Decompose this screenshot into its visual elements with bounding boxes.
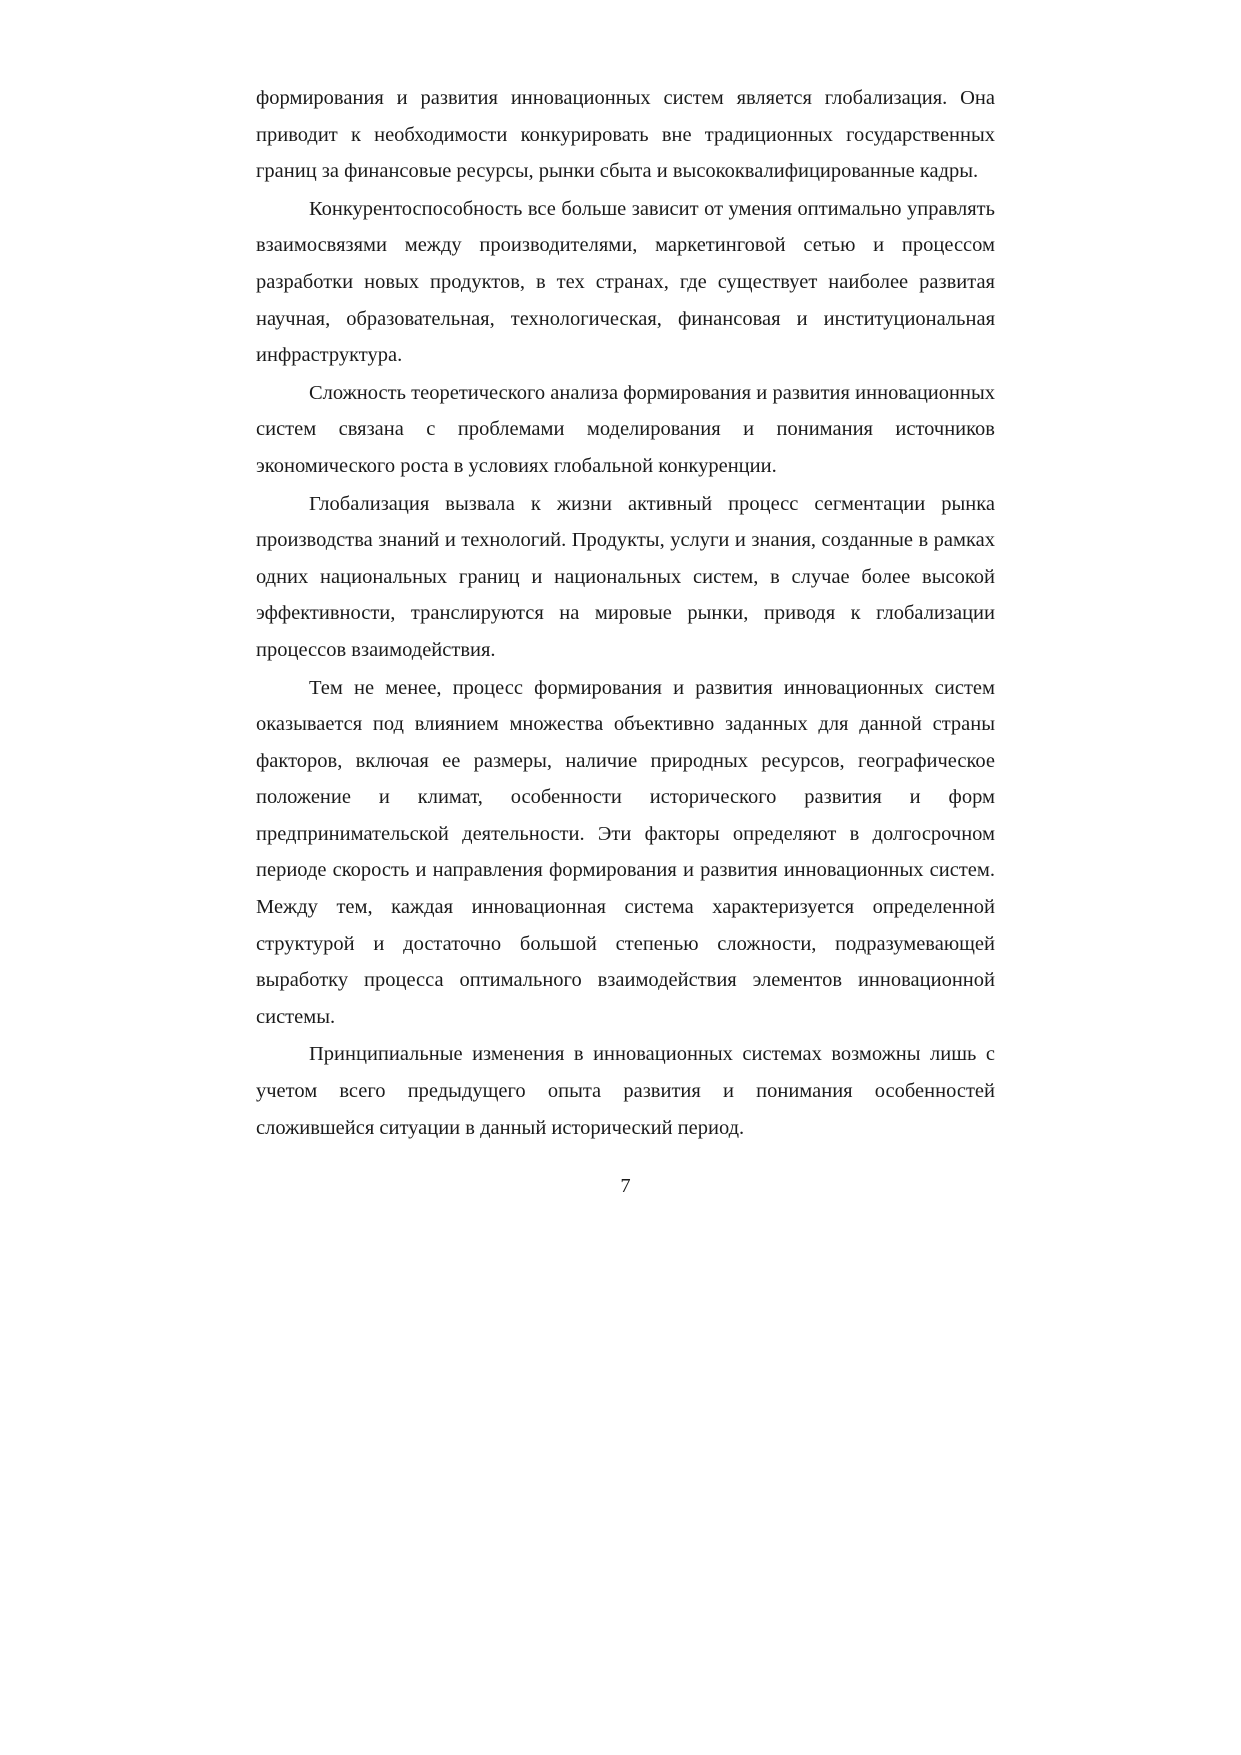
- paragraph-market-segmentation: Глобализация вызвала к жизни активный процесс сегментации рынка производства знаний и технологий. Продукты, услуги и знания, созданные в рамках одних национальных границ и национальных систем, в случае более высокой эффективности, транслируются на мировые рынки, приводя к глобализации процессов взаимодействия.: [256, 492, 995, 661]
- paragraph-theoretical-analysis: Сложность теоретического анализа формирования и развития инновационных систем связана с проблемами моделирования и понимания источников экономического роста в условиях глобальной конкуренции.: [256, 381, 995, 477]
- paragraph-globalization-intro: формирования и развития инновационных систем является глобализация. Она приводит к необходимости конкурировать вне традиционных государственных границ за финансовые ресурсы, рынки сбыта и высококвалифицированные кадры.: [256, 87, 995, 183]
- paragraph-fundamental-changes: Принципиальные изменения в инновационных системах возможны лишь с учетом всего предыдущего опыта развития и понимания особенностей сложившейся ситуации в данный исторический период.: [256, 1043, 995, 1139]
- document-page: [256, 80, 995, 1205]
- paragraph-national-factors: Тем не менее, процесс формирования и развития инновационных систем оказывается под влиянием множества объективно заданных для данной страны факторов, включая ее размеры, наличие природных ресурсов, географическое положение и климат, особенности исторического развития и форм предпринимательской деятельности. Эти факторы определяют в долгосрочном периоде скорость и направления формирования и развития инновационных систем. Между тем, каждая инновационная система характеризуется определенной структурой и достаточно большой степенью сложности, подразумевающей выработку процесса оптимального взаимодействия элементов инновационной системы.: [256, 676, 995, 1028]
- paragraph-competitiveness: Конкурентоспособность все больше зависит от умения оптимально управлять взаимосвязями между производителями, маркетинговой сетью и процессом разработки новых продуктов, в тех странах, где существует наиболее развитая научная, образовательная, технологическая, финансовая и институциональная инфраструктура.: [256, 197, 995, 367]
- page-number: 7: [620, 1175, 631, 1198]
